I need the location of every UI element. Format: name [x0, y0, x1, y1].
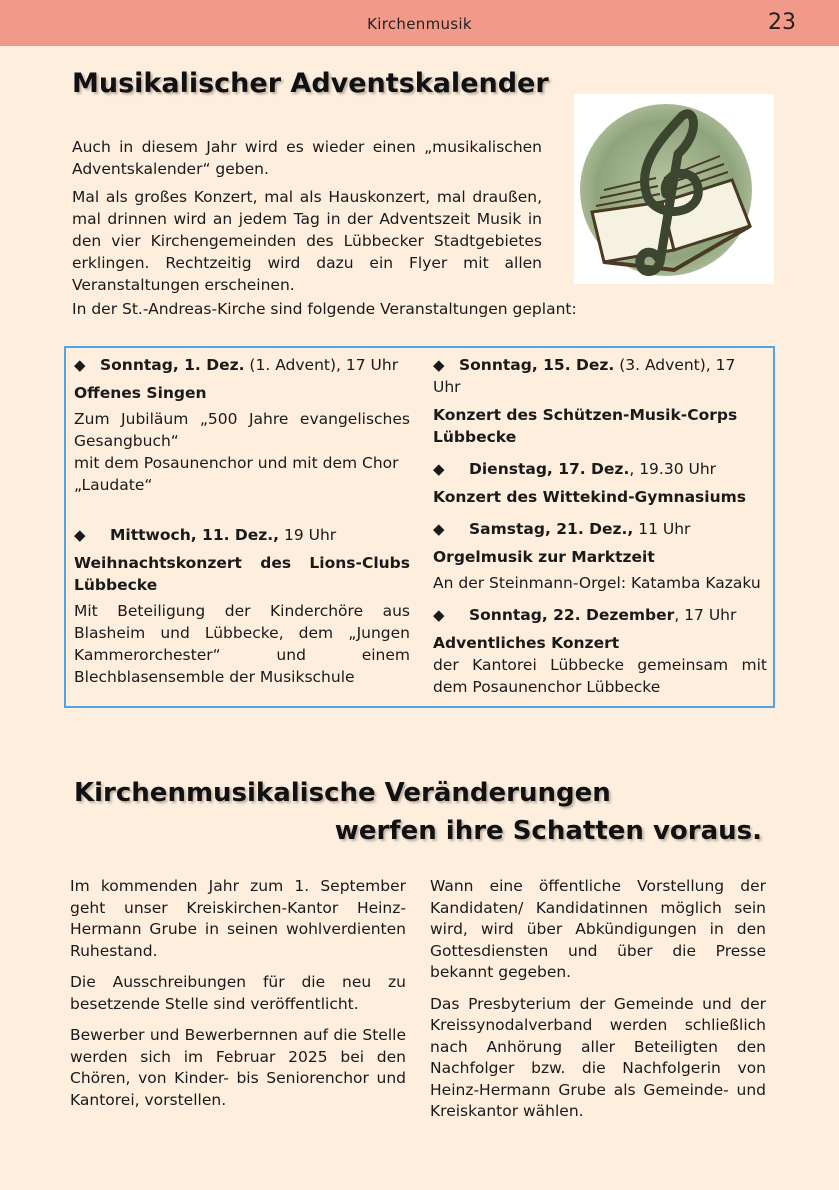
events-column-left: [74, 354, 410, 698]
changes-heading-line-1: Kirchenmusikalische Veränderungen: [74, 778, 611, 808]
changes-column-right: [430, 876, 766, 1133]
treble-clef-book-icon: [574, 94, 774, 284]
event-date: Dienstag, 17. Dez.: [469, 460, 630, 478]
event-description: der Kantorei Lübbecke gemeinsam mit dem Posaunenchor Lübbecke: [433, 656, 767, 696]
intro-paragraph-1: Auch in diesem Jahr wird es wieder einen „musikalischen Adventskalender“ geben.: [72, 138, 542, 178]
event-title: Orgelmusik zur Marktzeit: [433, 548, 655, 566]
event-title: Konzert des Wittekind-Gymnasiums: [433, 488, 746, 506]
event-title: Konzert des Schützen-Musik-Corps Lübbecke: [433, 406, 738, 446]
event-description: Mit Beteiligung der Kinderchöre aus Blasheim und Lübbecke, dem „Jungen Kammerorchester“ und einem Blechblasensemble der Musikschule: [74, 602, 410, 686]
event-date: Mittwoch, 11. Dez.,: [110, 526, 280, 544]
event-time: 11 Uhr: [633, 520, 691, 538]
event-description-2: mit dem Posaunenchor und mit dem Chor „Laudate“: [74, 454, 399, 494]
event-date-line: [74, 354, 410, 376]
changes-paragraph: Wann eine öffentliche Vorstellung der Kandidaten/ Kandidatinnen möglich sein wird, wird über Abkündigungen in den Gottesdiensten und über die Presse bekannt gegeben.: [430, 877, 766, 981]
event-item: [433, 354, 767, 448]
page-header: [0, 0, 839, 46]
event-date-line: [433, 604, 767, 626]
changes-paragraph: Die Ausschreibungen für die neu zu besetzende Stelle sind veröffentlicht.: [70, 973, 406, 1013]
event-date-line: [433, 518, 767, 540]
changes-heading: [74, 774, 764, 850]
event-date-line: [74, 524, 410, 546]
changes-heading-line-2: werfen ihre Schatten voraus.: [334, 816, 762, 846]
event-item: [74, 354, 410, 496]
event-title: Weihnachtskonzert des Lions-Clubs Lübbecke: [74, 554, 410, 594]
changes-paragraph: Das Presbyterium der Gemeinde und der Kreissynodalverband werden schließlich nach Anhörung aller Beteiligten den Nachfolger bzw. die Nachfolgerin von Heinz-Hermann Grube als Gemeinde- und Kreiskantor wählen.: [430, 994, 766, 1120]
event-description: Zum Jubiläum „500 Jahre evangelisches Gesangbuch“: [74, 410, 410, 450]
section-title: Kirchenmusik: [367, 15, 472, 33]
diamond-bullet-icon: ◆: [433, 460, 445, 478]
event-time: , 19.30 Uhr: [629, 460, 717, 478]
diamond-bullet-icon: ◆: [433, 356, 445, 374]
event-title: Adventliches Konzert: [433, 634, 620, 652]
event-description: An der Steinmann-Orgel: Katamba Kazaku: [433, 574, 761, 592]
event-time: , 17 Uhr: [674, 606, 737, 624]
event-date: Sonntag, 22. Dezember: [469, 606, 675, 624]
diamond-bullet-icon: ◆: [433, 606, 445, 624]
changes-column-left: [70, 876, 406, 1121]
event-date-line: [433, 354, 767, 398]
event-time: 19 Uhr: [279, 526, 337, 544]
event-title: Offenes Singen: [74, 384, 207, 402]
event-date-line: [433, 458, 767, 480]
event-date: Samstag, 21. Dez.,: [469, 520, 634, 538]
event-item: [433, 518, 767, 594]
intro-paragraph-2: Mal als großes Konzert, mal als Hauskonzert, mal draußen, mal drinnen wird an jedem Tag in der Adventszeit Musik in den vier Kirchengemeinden des Lübbecker Stadtgebietes erklingen. Rechtzeitig wird dazu ein Flyer mit allen Veranstaltungen erscheinen.: [72, 188, 542, 294]
changes-paragraph: Bewerber und Bewerbernnen auf die Stelle werden sich im Februar 2025 bei den Chören, von Kinder- bis Seniorenchor und Kantorei, vorstellen.: [70, 1026, 406, 1109]
diamond-bullet-icon: ◆: [74, 526, 86, 544]
event-date: Sonntag, 1. Dez.: [100, 356, 245, 374]
event-date: Sonntag, 15. Dez.: [459, 356, 615, 374]
event-time: (1. Advent), 17 Uhr: [244, 356, 399, 374]
events-column-right: [433, 354, 767, 708]
advent-calendar-heading: Musikalischer Adventskalender: [72, 68, 549, 99]
events-box: [64, 346, 775, 708]
changes-paragraph: Im kommenden Jahr zum 1. September geht unser Kreiskirchen-Kantor Heinz-Hermann Grube in seinen wohlverdienten Ruhestand.: [70, 877, 406, 960]
advent-intro: [72, 136, 542, 302]
page-number: 23: [768, 10, 796, 35]
event-item: [433, 458, 767, 508]
event-item: [433, 604, 767, 698]
event-time: (3. Advent), 17 Uhr: [433, 356, 736, 396]
event-item: [74, 524, 410, 688]
diamond-bullet-icon: ◆: [74, 356, 86, 374]
diamond-bullet-icon: ◆: [433, 520, 445, 538]
intro-paragraph-3: In der St.-Andreas-Kirche sind folgende Veranstaltungen geplant:: [72, 300, 577, 318]
